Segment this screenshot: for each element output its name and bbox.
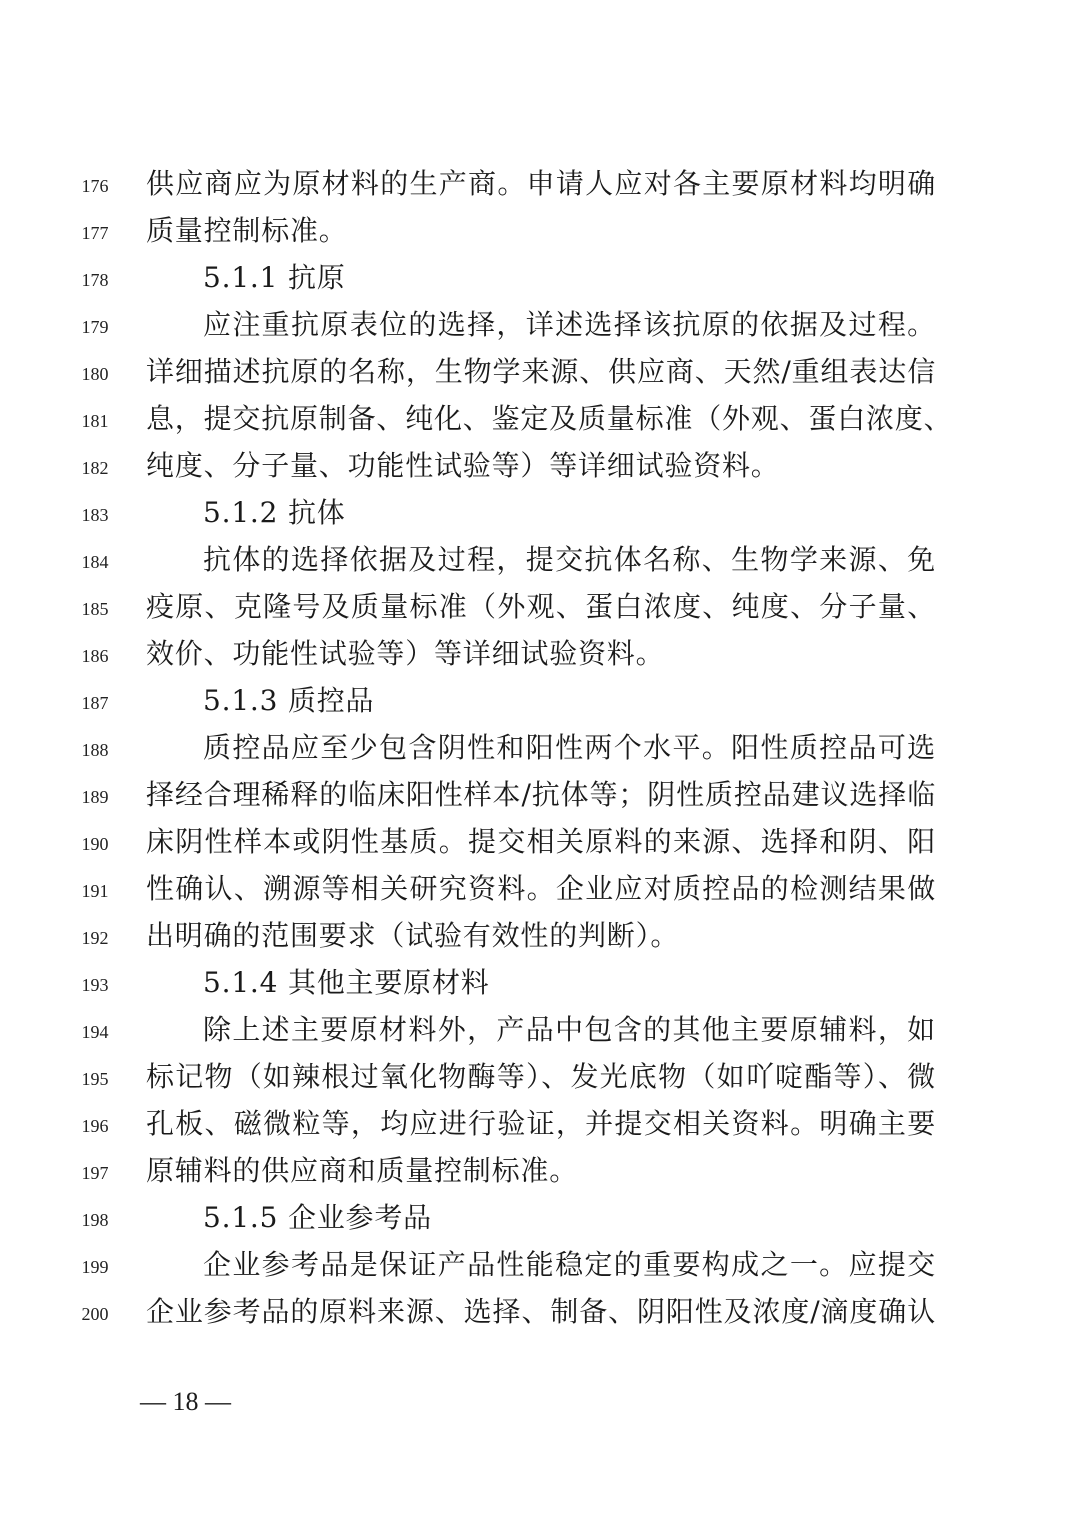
heading-text: 5.1.5 企业参考品 bbox=[203, 1201, 432, 1234]
line-number: 199 bbox=[81, 1257, 109, 1277]
line-text: 纯度、分子量、功能性试验等）等详细试验资料。 bbox=[146, 449, 780, 482]
line-text: 企业参考品的原料来源、选择、制备、阴阳性及浓度/滴度确认 bbox=[146, 1295, 936, 1328]
line-text: 质量控制标准。 bbox=[146, 214, 348, 247]
section-heading bbox=[0, 491, 1080, 538]
line-number: 200 bbox=[81, 1304, 109, 1324]
line-text: 质控品应至少包含阴性和阳性两个水平。阳性质控品可选 bbox=[203, 731, 936, 764]
line-number: 178 bbox=[81, 270, 109, 290]
text-line bbox=[0, 1243, 1080, 1290]
line-number: 185 bbox=[81, 599, 109, 619]
page-number: — 18 — bbox=[140, 1387, 231, 1416]
line-number: 182 bbox=[81, 458, 109, 478]
line-number: 188 bbox=[81, 740, 109, 760]
line-text: 应注重抗原表位的选择，详述选择该抗原的依据及过程。 bbox=[203, 308, 936, 341]
line-number: 179 bbox=[81, 317, 109, 337]
text-line bbox=[0, 1008, 1080, 1055]
section-heading bbox=[0, 679, 1080, 726]
line-number: 196 bbox=[81, 1116, 109, 1136]
heading-text: 5.1.1 抗原 bbox=[203, 261, 346, 294]
line-number: 191 bbox=[81, 881, 109, 901]
text-line bbox=[0, 820, 1080, 867]
text-line bbox=[0, 1290, 1080, 1337]
line-text: 性确认、溯源等相关研究资料。企业应对质控品的检测结果做 bbox=[146, 872, 936, 905]
text-line bbox=[0, 162, 1080, 209]
text-line bbox=[0, 585, 1080, 632]
line-number: 187 bbox=[81, 693, 109, 713]
heading-text: 5.1.2 抗体 bbox=[203, 496, 346, 529]
text-line bbox=[0, 397, 1080, 444]
line-number: 183 bbox=[81, 505, 109, 525]
text-line bbox=[0, 1102, 1080, 1149]
section-heading bbox=[0, 961, 1080, 1008]
line-text: 标记物（如辣根过氧化物酶等）、发光底物（如吖啶酯等）、微 bbox=[146, 1060, 936, 1093]
text-line bbox=[0, 867, 1080, 914]
line-number: 181 bbox=[81, 411, 109, 431]
line-text: 除上述主要原材料外，产品中包含的其他主要原辅料，如 bbox=[203, 1013, 936, 1046]
line-number: 186 bbox=[81, 646, 109, 666]
heading-text: 5.1.4 其他主要原材料 bbox=[203, 966, 490, 999]
line-text: 供应商应为原材料的生产商。申请人应对各主要原材料均明确 bbox=[146, 167, 936, 200]
section-heading bbox=[0, 1196, 1080, 1243]
text-line bbox=[0, 632, 1080, 679]
line-number: 192 bbox=[81, 928, 109, 948]
text-line bbox=[0, 726, 1080, 773]
text-line bbox=[0, 773, 1080, 820]
line-number: 184 bbox=[81, 552, 109, 572]
line-number: 180 bbox=[81, 364, 109, 384]
line-number: 190 bbox=[81, 834, 109, 854]
line-text: 床阴性样本或阴性基质。提交相关原料的来源、选择和阴、阳 bbox=[146, 825, 936, 858]
line-text: 效价、功能性试验等）等详细试验资料。 bbox=[146, 637, 665, 670]
line-number: 176 bbox=[81, 176, 109, 196]
line-text: 企业参考品是保证产品性能稳定的重要构成之一。应提交 bbox=[203, 1248, 936, 1281]
line-number: 195 bbox=[81, 1069, 109, 1089]
line-number: 198 bbox=[81, 1210, 109, 1230]
text-line bbox=[0, 1055, 1080, 1102]
section-heading bbox=[0, 256, 1080, 303]
heading-text: 5.1.3 质控品 bbox=[203, 684, 375, 717]
text-line bbox=[0, 1149, 1080, 1196]
line-text: 原辅料的供应商和质量控制标准。 bbox=[146, 1154, 579, 1187]
line-text: 出明确的范围要求（试验有效性的判断）。 bbox=[146, 919, 680, 952]
text-line bbox=[0, 350, 1080, 397]
text-line bbox=[0, 444, 1080, 491]
text-line bbox=[0, 209, 1080, 256]
text-line bbox=[0, 538, 1080, 585]
line-text: 孔板、磁微粒等，均应进行验证，并提交相关资料。明确主要 bbox=[146, 1107, 936, 1140]
line-number: 193 bbox=[81, 975, 109, 995]
line-text: 详细描述抗原的名称，生物学来源、供应商、天然/重组表达信 bbox=[146, 355, 936, 388]
text-line bbox=[0, 303, 1080, 350]
line-text: 疫原、克隆号及质量标准（外观、蛋白浓度、纯度、分子量、 bbox=[146, 590, 936, 623]
text-line bbox=[0, 914, 1080, 961]
line-text: 抗体的选择依据及过程，提交抗体名称、生物学来源、免 bbox=[203, 543, 936, 576]
line-number: 177 bbox=[81, 223, 109, 243]
line-number: 194 bbox=[81, 1022, 109, 1042]
line-number: 189 bbox=[81, 787, 109, 807]
line-text: 息，提交抗原制备、纯化、鉴定及质量标准（外观、蛋白浓度、 bbox=[146, 402, 953, 435]
line-text: 择经合理稀释的临床阳性样本/抗体等；阴性质控品建议选择临 bbox=[146, 778, 936, 811]
line-number: 197 bbox=[81, 1163, 109, 1183]
